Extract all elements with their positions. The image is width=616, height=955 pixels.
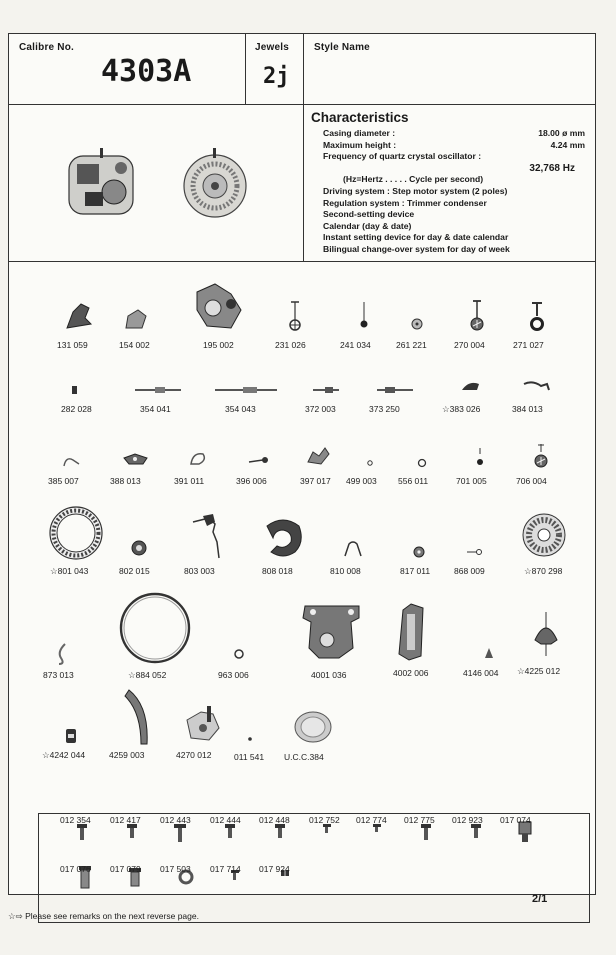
part-388013-icon [121, 450, 151, 468]
part-number: 282 028 [61, 404, 92, 414]
part-number: 706 004 [516, 476, 547, 486]
part-868009-icon [465, 546, 485, 558]
characteristics-line: Casing diameter : 18.00 ø mm [323, 128, 585, 138]
part-number: ☆870 298 [524, 566, 563, 576]
part-154002-icon [122, 306, 150, 332]
accessory-number: 012 923 [452, 815, 483, 825]
jewels-value: 2j [263, 64, 290, 89]
accessory-number: 017 714 [210, 864, 241, 874]
part-number: 802 015 [119, 566, 150, 576]
characteristics-line: Maximum height : 4.24 mm [323, 139, 585, 150]
part-number: 963 006 [218, 670, 249, 680]
calibre-label: Calibre No. [19, 42, 74, 53]
part-384013-icon [521, 378, 551, 394]
part-282028-icon [69, 384, 81, 396]
part-number: 385 007 [48, 476, 79, 486]
part-number: ☆4225 012 [517, 666, 561, 676]
part-4146004-icon [483, 646, 495, 662]
screw-012417-icon [125, 822, 139, 844]
screw-012354-icon [75, 822, 89, 844]
part-number: ☆801 043 [50, 566, 89, 576]
part-number: 556 011 [398, 476, 429, 486]
screw-012775-icon [419, 822, 433, 844]
screw-012448-icon [273, 822, 287, 844]
accessory-number: 012 417 [110, 815, 141, 825]
part-number: 4001 036 [311, 670, 347, 680]
calibre-cell [9, 34, 246, 104]
screw-012443-icon [173, 822, 187, 846]
part-396006-icon [247, 454, 271, 468]
accessory-number: 012 443 [160, 815, 191, 825]
characteristics-line: Calendar (day & date) [323, 220, 412, 231]
accessory-number: 012 775 [404, 815, 435, 825]
characteristics-row [9, 104, 595, 262]
part-383026-icon [459, 378, 483, 394]
part-873013-icon [53, 642, 71, 666]
part-261221-icon [407, 314, 427, 334]
accessory-number: 012 752 [309, 815, 340, 825]
part-963006-icon [231, 646, 247, 662]
calibre-number: 4303A [101, 54, 192, 89]
part-number: 270 004 [454, 340, 485, 350]
battery-ucc384-icon [293, 710, 333, 744]
part-372003-icon [311, 384, 341, 396]
part-number: 817 011 [400, 566, 431, 576]
part-706004-icon [531, 442, 551, 470]
part-270004-icon [465, 298, 489, 332]
part-801043-icon [47, 504, 105, 562]
part-number: 396 006 [236, 476, 267, 486]
characteristics-line: Instant setting device for day & date calendar [323, 232, 509, 243]
part-817011-icon [411, 544, 427, 560]
part-number: 241 034 [340, 340, 371, 350]
part-number: 131 059 [57, 340, 88, 350]
characteristics-list [323, 128, 585, 256]
part-884052-icon [117, 590, 193, 666]
part-number: 873 013 [43, 670, 74, 680]
part-number: 810 008 [330, 566, 361, 576]
part-391011-icon [187, 448, 211, 470]
accessory-number: 012 448 [259, 815, 290, 825]
part-354041-icon [133, 384, 183, 396]
part-number: 372 003 [305, 404, 336, 414]
movement-images [9, 104, 304, 261]
part-number: 391 011 [174, 476, 205, 486]
part-4259003-icon [121, 686, 157, 748]
accessory-number: 012 444 [210, 815, 241, 825]
part-number: 499 003 [346, 476, 377, 486]
part-802015-icon [129, 538, 149, 558]
part-number: 388 013 [110, 476, 141, 486]
part-803003-icon [189, 512, 229, 560]
part-number: 4270 012 [176, 750, 212, 760]
part-810008-icon [341, 538, 365, 560]
part-241034-icon [354, 300, 374, 332]
part-number: U.C.C.384 [284, 752, 324, 762]
movement-photos-icon [9, 104, 303, 261]
part-556011-icon [415, 456, 429, 470]
characteristics-line: Second-setting device [323, 209, 415, 220]
part-number: 011 541 [234, 752, 265, 762]
spec-sheet-frame [8, 33, 596, 905]
jewels-cell [245, 34, 304, 104]
characteristics-line: 32,768 Hz [529, 162, 575, 174]
accessory-number: 012 354 [60, 815, 91, 825]
part-number: 701 005 [456, 476, 487, 486]
part-number: 4002 006 [393, 668, 429, 678]
part-number: ☆383 026 [442, 404, 481, 414]
part-number: 803 003 [184, 566, 215, 576]
part-number: 373 250 [369, 404, 400, 414]
characteristics-line: (Hz=Hertz . . . . . Cycle per second) [343, 174, 484, 185]
characteristics-line: Driving system : Step motor system (2 poles) [323, 185, 508, 196]
part-4001036-icon [299, 600, 365, 662]
accessory-number: 017 924 [259, 864, 290, 874]
part-number: 868 009 [454, 566, 485, 576]
page-fraction: 2/1 [532, 893, 548, 905]
screw-012923-icon [469, 822, 483, 844]
characteristics-title: Characteristics [311, 110, 409, 125]
part-number: ☆884 052 [128, 670, 167, 680]
part-397017-icon [305, 446, 333, 468]
part-195002-icon [191, 280, 247, 332]
part-4242044-icon [61, 726, 81, 746]
part-number: 4146 004 [463, 668, 499, 678]
part-4270012-icon [181, 704, 225, 744]
part-271027-icon [526, 300, 548, 332]
part-131059-icon [61, 298, 95, 332]
accessory-number: 017 074 [500, 815, 531, 825]
part-4225012-icon [531, 610, 561, 658]
part-number: 808 018 [262, 566, 293, 576]
part-number: 354 043 [225, 404, 256, 414]
part-number: 231 026 [275, 340, 306, 350]
jewels-label: Jewels [255, 42, 290, 53]
part-808018-icon [261, 516, 305, 558]
header-row [9, 34, 595, 105]
part-number: 271 027 [513, 340, 544, 350]
part-number: ☆4242 044 [42, 750, 86, 760]
part-011541-icon [245, 734, 255, 744]
part-number: 4259 003 [109, 750, 145, 760]
characteristics-line: Frequency of quartz crystal oscillator : [323, 151, 482, 162]
part-354043-icon [213, 384, 279, 396]
characteristics-line: Regulation system : Trimmer condenser [323, 197, 487, 208]
part-number: 195 002 [203, 340, 234, 350]
accessory-number: 017 079 [110, 864, 141, 874]
style-name-label: Style Name [314, 42, 370, 53]
accessory-number: 012 774 [356, 815, 387, 825]
screw-012444-icon [223, 822, 237, 844]
part-385007-icon [61, 452, 83, 470]
part-number: 261 221 [396, 340, 427, 350]
part-373250-icon [375, 384, 415, 396]
part-number: 354 041 [140, 404, 171, 414]
part-231026-icon [285, 300, 305, 332]
part-number: 384 013 [512, 404, 543, 414]
accessory-number: 017 503 [160, 864, 191, 874]
footnote: ☆⇨ Please see remarks on the next reverse page. [8, 911, 199, 921]
part-number: 154 002 [119, 340, 150, 350]
part-870298-icon [521, 512, 567, 558]
part-number: 397 017 [300, 476, 331, 486]
characteristics-line: Bilingual change-over system for day of week [323, 243, 510, 254]
part-499003-icon [365, 458, 375, 468]
accessory-number: 017 076 [60, 864, 91, 874]
part-4002006-icon [393, 602, 429, 662]
part-701005-icon [473, 446, 487, 470]
